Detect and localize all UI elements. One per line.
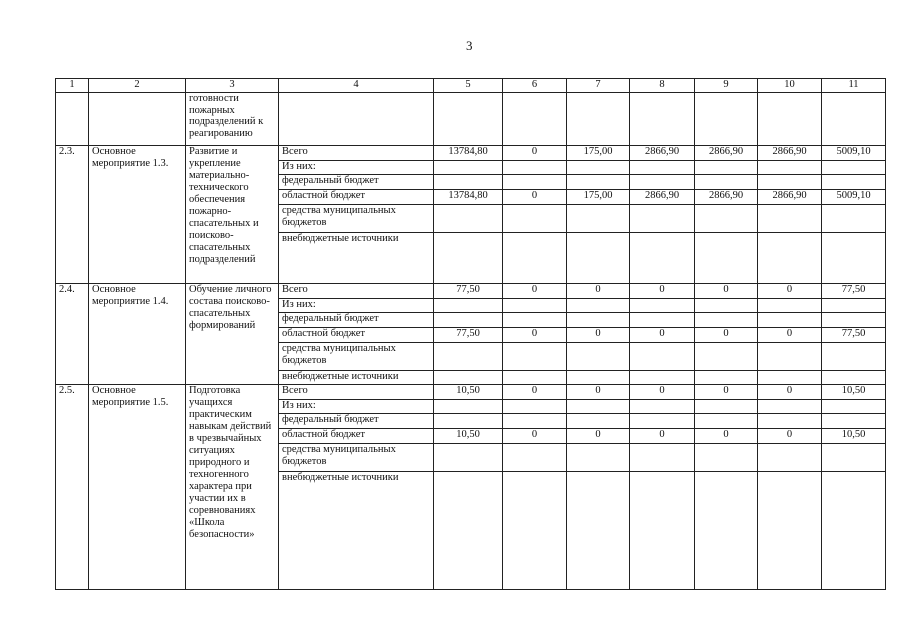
value-cell: 10,50	[822, 429, 886, 444]
measure-name: Обучение личного состава поисково-спасательных формирований	[186, 284, 279, 385]
value-cell	[503, 400, 567, 414]
value-cell: 13784,80	[434, 146, 503, 161]
value-cell: 175,00	[567, 190, 630, 205]
value-cell	[695, 414, 758, 429]
value-cell	[567, 400, 630, 414]
value-cell	[434, 472, 503, 590]
value-cell	[630, 472, 695, 590]
header-cell: 6	[503, 79, 567, 93]
measure-type: Основное мероприятие 1.4.	[89, 284, 186, 385]
value-cell	[822, 233, 886, 284]
value-cell	[503, 343, 567, 371]
value-cell: 0	[695, 328, 758, 343]
value-cell: 0	[503, 328, 567, 343]
value-cell	[822, 472, 886, 590]
source-label: средства муниципальных бюджетов	[279, 205, 434, 233]
continuation-row	[56, 93, 886, 146]
value-cell	[695, 313, 758, 328]
value-cell	[630, 161, 695, 175]
source-label: федеральный бюджет	[279, 313, 434, 328]
value-cell: 0	[758, 328, 822, 343]
value-cell	[503, 472, 567, 590]
value-cell	[695, 233, 758, 284]
value-cell: 0	[758, 284, 822, 299]
value-cell: 10,50	[434, 385, 503, 400]
value-cell	[434, 175, 503, 190]
measure-number: 2.3.	[56, 146, 89, 284]
value-cell	[434, 444, 503, 472]
page-number: 3	[466, 38, 473, 53]
value-cell	[695, 205, 758, 233]
source-label: Из них:	[279, 299, 434, 313]
value-cell	[630, 414, 695, 429]
value-cell	[758, 472, 822, 590]
value-cell: 2866,90	[758, 146, 822, 161]
value-cell	[695, 175, 758, 190]
value-cell: 0	[567, 328, 630, 343]
measure-number: 2.4.	[56, 284, 89, 385]
value-cell: 0	[503, 190, 567, 205]
measure-name: Подготовка учащихся практическим навыкам действий в чрезвычайных ситуациях природного и техногенного характера при участии их в соревнованиях «Школа безопасности»	[186, 385, 279, 590]
value-cell	[695, 371, 758, 385]
value-cell	[630, 343, 695, 371]
value-cell	[758, 161, 822, 175]
value-cell: 0	[695, 429, 758, 444]
value-cell: 10,50	[434, 429, 503, 444]
value-cell	[822, 313, 886, 328]
value-cell	[503, 161, 567, 175]
header-cell: 2	[89, 79, 186, 93]
value-cell	[822, 400, 886, 414]
value-cell: 0	[567, 385, 630, 400]
value-cell	[758, 343, 822, 371]
continuation-text: готовности пожарных подразделений к реагированию	[186, 93, 279, 146]
value-cell	[503, 233, 567, 284]
value-cell	[630, 313, 695, 328]
value-cell: 0	[503, 146, 567, 161]
value-cell: 0	[567, 284, 630, 299]
source-label: Всего	[279, 284, 434, 299]
source-label: Всего	[279, 385, 434, 400]
value-cell: 0	[630, 284, 695, 299]
value-cell	[758, 205, 822, 233]
value-cell	[630, 205, 695, 233]
value-cell	[503, 414, 567, 429]
value-cell: 77,50	[434, 328, 503, 343]
value-cell	[822, 414, 886, 429]
value-cell	[822, 299, 886, 313]
value-cell	[630, 233, 695, 284]
source-label: федеральный бюджет	[279, 414, 434, 429]
value-cell: 0	[695, 385, 758, 400]
source-label: федеральный бюджет	[279, 175, 434, 190]
value-cell	[567, 371, 630, 385]
value-cell: 175,00	[567, 146, 630, 161]
value-cell: 0	[630, 385, 695, 400]
header-cell: 9	[695, 79, 758, 93]
value-cell: 0	[503, 284, 567, 299]
budget-table	[55, 78, 886, 590]
header-cell: 3	[186, 79, 279, 93]
value-cell	[503, 299, 567, 313]
value-cell: 0	[567, 429, 630, 444]
value-cell	[822, 205, 886, 233]
value-cell: 2866,90	[630, 146, 695, 161]
value-cell	[630, 371, 695, 385]
measure-type: Основное мероприятие 1.3.	[89, 146, 186, 284]
table-row	[56, 385, 886, 400]
value-cell	[695, 472, 758, 590]
value-cell	[822, 371, 886, 385]
header-cell: 4	[279, 79, 434, 93]
value-cell	[434, 313, 503, 328]
value-cell	[822, 343, 886, 371]
header-cell: 1	[56, 79, 89, 93]
value-cell: 0	[758, 429, 822, 444]
value-cell	[567, 414, 630, 429]
measure-number: 2.5.	[56, 385, 89, 590]
value-cell	[630, 175, 695, 190]
value-cell	[567, 161, 630, 175]
source-label: средства муниципальных бюджетов	[279, 343, 434, 371]
value-cell	[434, 371, 503, 385]
value-cell	[503, 313, 567, 328]
value-cell	[434, 205, 503, 233]
source-label: средства муниципальных бюджетов	[279, 444, 434, 472]
value-cell: 10,50	[822, 385, 886, 400]
value-cell	[630, 400, 695, 414]
value-cell	[503, 175, 567, 190]
value-cell: 0	[503, 429, 567, 444]
table-row	[56, 146, 886, 161]
value-cell	[567, 472, 630, 590]
value-cell: 0	[630, 429, 695, 444]
header-cell: 10	[758, 79, 822, 93]
value-cell	[630, 444, 695, 472]
value-cell	[758, 414, 822, 429]
value-cell	[758, 313, 822, 328]
value-cell: 2866,90	[630, 190, 695, 205]
header-cell: 7	[567, 79, 630, 93]
value-cell	[758, 444, 822, 472]
value-cell	[630, 299, 695, 313]
value-cell	[567, 299, 630, 313]
value-cell	[434, 161, 503, 175]
value-cell	[503, 444, 567, 472]
value-cell: 77,50	[434, 284, 503, 299]
header-row	[56, 79, 886, 93]
source-label: областной бюджет	[279, 190, 434, 205]
value-cell: 0	[630, 328, 695, 343]
measure-type: Основное мероприятие 1.5.	[89, 385, 186, 590]
value-cell: 77,50	[822, 328, 886, 343]
value-cell	[695, 343, 758, 371]
source-label: областной бюджет	[279, 429, 434, 444]
value-cell	[503, 371, 567, 385]
source-label: Всего	[279, 146, 434, 161]
source-label: Из них:	[279, 161, 434, 175]
value-cell	[822, 175, 886, 190]
value-cell	[822, 444, 886, 472]
value-cell	[567, 444, 630, 472]
measure-name: Развитие и укрепление материально-технического обеспечения пожарно-спасательных и поисково-спасательных подразделений	[186, 146, 279, 284]
value-cell	[434, 400, 503, 414]
value-cell	[822, 161, 886, 175]
value-cell	[434, 343, 503, 371]
header-cell: 5	[434, 79, 503, 93]
value-cell: 0	[758, 385, 822, 400]
source-label: областной бюджет	[279, 328, 434, 343]
value-cell: 5009,10	[822, 190, 886, 205]
value-cell: 0	[695, 284, 758, 299]
source-label: внебюджетные источники	[279, 472, 434, 590]
header-cell: 8	[630, 79, 695, 93]
value-cell: 0	[503, 385, 567, 400]
value-cell	[567, 175, 630, 190]
value-cell	[567, 233, 630, 284]
value-cell	[567, 313, 630, 328]
value-cell	[434, 299, 503, 313]
value-cell	[758, 400, 822, 414]
value-cell	[434, 233, 503, 284]
value-cell	[503, 205, 567, 233]
value-cell: 77,50	[822, 284, 886, 299]
value-cell	[434, 414, 503, 429]
source-label: внебюджетные источники	[279, 371, 434, 385]
value-cell	[695, 299, 758, 313]
value-cell: 2866,90	[695, 190, 758, 205]
value-cell: 5009,10	[822, 146, 886, 161]
value-cell	[758, 371, 822, 385]
header-cell: 11	[822, 79, 886, 93]
value-cell	[567, 205, 630, 233]
value-cell: 13784,80	[434, 190, 503, 205]
source-label: Из них:	[279, 400, 434, 414]
value-cell	[758, 175, 822, 190]
value-cell	[758, 299, 822, 313]
value-cell: 2866,90	[695, 146, 758, 161]
value-cell	[567, 343, 630, 371]
value-cell	[695, 444, 758, 472]
value-cell	[695, 161, 758, 175]
value-cell: 2866,90	[758, 190, 822, 205]
value-cell	[695, 400, 758, 414]
table-row	[56, 284, 886, 299]
value-cell	[758, 233, 822, 284]
source-label: внебюджетные источники	[279, 233, 434, 284]
